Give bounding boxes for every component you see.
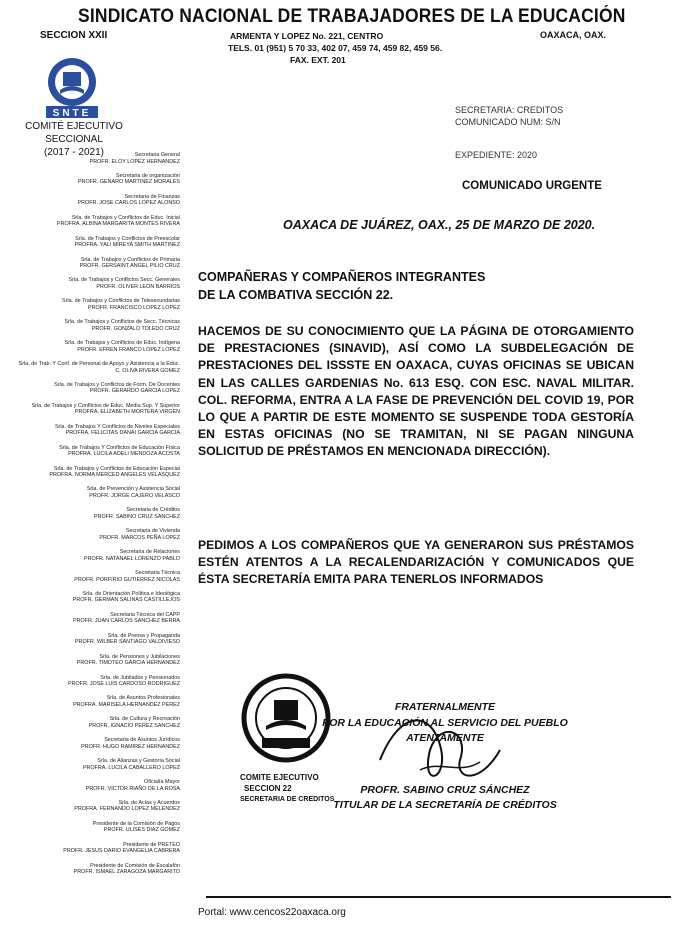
- member-role: Presidente de la Comisión de Pagos: [92, 820, 180, 827]
- stamp-line-3: SECRETARIA DE CREDITOS: [240, 796, 335, 803]
- snte-logo: [36, 54, 108, 120]
- member-name: PROFR. VICTOR RIAÑO DE LA ROSA: [85, 785, 180, 792]
- member-entry: [74, 570, 180, 583]
- address-block: [230, 30, 442, 66]
- fax-line: FAX. EXT. 201: [290, 55, 346, 65]
- member-role: Srla. de Trabajos y Conflictos de Primaria: [80, 256, 180, 263]
- member-role: Secretaria de organización: [115, 172, 180, 179]
- member-name: C. OLIVA RIVERA GOMEZ: [115, 367, 180, 374]
- member-name: PROFR. SABINO CRUZ SANCHEZ: [94, 513, 180, 520]
- member-role: Srla. de Trabajos y Conflictos de Educación Especial: [53, 465, 180, 472]
- member-entry: [65, 340, 180, 353]
- member-entry: [86, 779, 180, 792]
- member-entry: [64, 319, 180, 332]
- member-entry: [73, 612, 180, 625]
- date-line: OAXACA DE JUÁREZ, OAX., 25 DE MARZO DE 2020.: [283, 218, 596, 232]
- member-entry: [81, 737, 180, 750]
- comunicado-line: COMUNICADO NUM: S/N: [455, 117, 561, 127]
- stamp-line-2: SECCION 22: [244, 784, 292, 793]
- member-entry: [63, 842, 180, 855]
- closing-block: [310, 700, 580, 747]
- member-entry: [73, 695, 180, 708]
- address-line: ARMENTA Y LOPEZ No. 221, CENTRO: [230, 31, 384, 41]
- secretaria-line: SECRETARIA: CREDITOS: [455, 105, 564, 115]
- member-name: PROFR. JOSE LUIS CARDOSO RODRIGUEZ: [67, 681, 180, 687]
- member-role: Srla. de Trabajos y Conflictos de Form. De Docentes: [54, 381, 180, 388]
- member-name: PROFR. JORGE CAJERO VELASCO: [89, 492, 180, 499]
- member-role: Srla. de Trabajos y Conflictos de Educ. Inicial: [71, 214, 180, 221]
- member-name: PROFR. GONZALO TOLEDO CRUZ: [91, 325, 180, 332]
- member-entry: [78, 173, 180, 186]
- member-name: PROFR. IGNACIO PEREZ SANCHEZ: [88, 722, 180, 729]
- closing-motto: POR LA EDUCACIÓN AL SERVICIO DEL PUEBLO: [322, 716, 568, 729]
- member-name: PROFR. TIMOTEO GARCIA HERNANDEZ: [76, 660, 180, 667]
- member-entry: [83, 758, 180, 771]
- member-name: PROFR. WILBER SANTIAGO VALDIVIESO: [74, 639, 180, 646]
- member-entry: [68, 675, 180, 688]
- member-entry: [19, 361, 180, 374]
- member-name: PROFRA. ALBINA MARGARITA MONTES RIVERA: [56, 221, 180, 228]
- member-role: Srla. de Asuntos Profesionales: [106, 695, 180, 702]
- member-entry: [99, 528, 180, 541]
- signer-title: TITULAR DE LA SECRETARÍA DE CRÉDITOS: [333, 799, 557, 811]
- member-entry: [74, 863, 180, 876]
- section-label: SECCION XXII: [40, 30, 108, 41]
- member-name: PROFR. JOSE CARLOS LOPEZ ALONSO: [77, 200, 180, 207]
- member-entry: [32, 403, 180, 416]
- member-entry: [57, 215, 180, 228]
- member-role: Srla. de Orientación Política e Ideológica: [82, 590, 180, 597]
- member-name: PROFRA. LUCILA CABALLERO LOPEZ: [82, 764, 180, 771]
- member-role: Srla. de Trabajos y Conflictos de Educ. Media Sup. Y Superior: [31, 402, 180, 409]
- member-name: PROFR. GERSAINT ANGEL PILIO CRUZ: [79, 263, 180, 269]
- member-name: PROFRA. LUCILA ADELI MENDOZA ACOSTA: [68, 451, 180, 458]
- member-name: PROFR. GERMAN SALINAS CASTILLEJOS: [72, 597, 180, 604]
- member-entry: [55, 424, 180, 437]
- member-name: PROFRA. FELICITAS DANAI GARCIA GARCIA: [65, 430, 180, 437]
- stamp-line-1: COMITE EJECUTIVO: [240, 773, 319, 782]
- member-name: PROFRA. ELIZABETH MORTERA VIRGEN: [74, 409, 180, 416]
- member-role: Secretaria de Vivienda: [125, 528, 180, 535]
- member-role: Secretaria Técnica del CAPP: [110, 611, 180, 618]
- member-role: Srla. de Trab. Y Conf. de Personal de Apoyo y Asistencia a la Educ.: [18, 361, 180, 367]
- signer-name: PROFR. SABINO CRUZ SÁNCHEZ: [360, 784, 530, 796]
- member-name: PROFR. MARCOS PEÑA LOPEZ: [99, 534, 180, 541]
- member-entry: [93, 821, 180, 834]
- expediente-line: EXPEDIENTE: 2020: [455, 150, 538, 160]
- salutation-line-2: DE LA COMBATIVA SECCIÓN 22.: [198, 288, 394, 302]
- closing-fraternal: FRATERNALMENTE: [394, 701, 496, 713]
- member-entry: [87, 486, 180, 499]
- member-role: Secretaria Técnica: [135, 570, 180, 576]
- organization-title: SINDICATO NACIONAL DE TRABAJADORES DE LA EDUCACIÓN: [78, 6, 626, 27]
- member-role: Srla. de Jubilados y Pensionados: [100, 674, 180, 681]
- member-role: Secretaria de Créditos: [126, 507, 180, 514]
- member-entry: [94, 507, 180, 520]
- member-entry: [84, 549, 180, 562]
- member-role: Srla. de Trabajos y Conflictos de Educ. Indígena: [64, 340, 180, 347]
- member-entry: [90, 152, 180, 165]
- member-name: PROFR. PORFIRIO GUTIERREZ NICOLAS: [74, 576, 180, 583]
- member-role: Srla. de Prevención y Asistencia Social: [86, 486, 180, 493]
- member-entry: [75, 633, 180, 646]
- member-entry: [62, 298, 180, 311]
- body-paragraph-2: PEDIMOS A LOS COMPAÑEROS QUE YA GENERARON SUS PRÉSTAMOS ESTÉN ATENTOS A LA RECALENDARIZACIÓN Y COMUNICADOS QUE ÉSTA SECRETARÍA EMITA PARA TENERLOS INFORMADOS: [198, 538, 634, 587]
- urgent-heading: COMUNICADO URGENTE: [462, 180, 602, 192]
- member-name: PROFR. ULISES DIAZ GOMEZ: [103, 827, 180, 834]
- salutation: [198, 268, 485, 304]
- member-entry: [78, 194, 180, 207]
- member-name: PROFR. JUAN CARLOS SANCHEZ BERRA: [73, 618, 180, 625]
- member-entry: [54, 382, 180, 395]
- member-role: Presidente de Comisión de Escalafón: [90, 862, 180, 869]
- member-role: Srla. de Trabajos Y Conflictos de Niveles Especiales: [54, 423, 180, 430]
- member-role: Srla. de Trabajos y Conflictos de Telesecundarias: [62, 298, 180, 305]
- member-name: PROFR. GENARO MARTINEZ MORALES: [77, 179, 180, 186]
- member-entry: [73, 591, 180, 604]
- member-name: PROFR. GERARDO GARCIA LOPEZ: [89, 388, 180, 395]
- member-role: Secretaria de Finanzas: [124, 193, 180, 200]
- salutation-line-1: COMPAÑERAS Y COMPAÑEROS INTEGRANTES: [198, 270, 486, 284]
- footer-divider: [206, 896, 671, 898]
- body-paragraph-1: HACEMOS DE SU CONOCIMIENTO QUE LA PÁGINA DE OTORGAMIENTO DE PRESTACIONES (SINAVID), ASÍ COMO LA SUBDELEGACIÓN DE PRESTACIONES DEL ISSSTE EN OAXACA, CUYAS OFICINAS SE UBICAN EN LAS CALLES GARDENIAS No. 613 ESQ. CON ESC. NAVAL MILITAR. COL. REFORMA, ENTRA A LA FASE DE PREVENCIÓN DEL COVID 19, POR LO QUE A PARTIR DE ESTE MOMENTO SE SUSPENDE TODA GESTORÍA EN ESTAS OFICINAS (NO SE TRAMITAN, NI SE PAGAN NINGUNA SOLICITUD DE PRÉSTAMOS EN MENCIONADA DIRECCIÓN).: [198, 324, 634, 459]
- member-role: Srla. de Trabajos y Conflictos Secc. Generales: [68, 277, 180, 284]
- member-role: Presidente de PRETEO: [123, 841, 180, 848]
- member-role: Secretaria de Asuntos Jurídicos: [104, 737, 180, 744]
- member-name: PROFRA. FERNANDO LOPEZ MELENDEZ: [74, 806, 180, 813]
- member-role: Srla. de Trabajos Y Conflictos de Educación Física: [59, 444, 180, 451]
- member-entry: [77, 654, 180, 667]
- member-role: Srla. de Pensiones y Jubilaciones: [99, 653, 180, 660]
- member-entry: [49, 466, 180, 479]
- signer-block: [310, 783, 580, 813]
- member-entry: [69, 277, 180, 290]
- member-role: Srla. de Cultura y Recreación: [109, 716, 180, 723]
- member-role: Secretaria de Relaciones: [119, 549, 180, 556]
- member-role: Srla. de Trabajos y Conflictos de Secc. Técnicas: [64, 319, 180, 326]
- portal-link[interactable]: Portal: www.cencos22oaxaca.org: [198, 907, 346, 918]
- member-name: PROFR. EFREN FRANCO LOPEZ LOPEZ: [77, 346, 180, 353]
- member-role: Oficialía Mayor: [144, 779, 180, 785]
- member-entry: [74, 800, 180, 813]
- phones-line: TELS. 01 (951) 5 70 33, 402 07, 459 74, 459 82, 459 56.: [228, 43, 443, 53]
- member-name: PROFR. JESUS DARIO EVANGELIA CABRERA: [63, 848, 180, 855]
- member-name: PROFRA. NORMA MERCED ANGELES VELASQUEZ: [49, 472, 180, 478]
- member-role: Secretaria General: [134, 152, 180, 158]
- committee-period: (2017 - 2021): [43, 147, 105, 158]
- member-name: PROFRA. YALI MIREYA SMITH MARTINEZ: [74, 242, 180, 249]
- member-role: Srla. de Alianzas y Gestoría Social: [97, 758, 180, 765]
- member-name: PROFRA. MARISELA HERNANDEZ PEREZ: [73, 701, 180, 708]
- member-name: PROFR. OLIVER LEON BARRIOS: [96, 283, 180, 290]
- reference-block: [455, 104, 563, 128]
- member-name: PROFR. FRANCISCO LOPEZ LOPEZ: [88, 304, 180, 311]
- member-role: Srla. de Prensa y Propaganda: [107, 632, 180, 639]
- member-role: Srla. de Trabajos y Conflictos de Preescolar: [75, 235, 180, 242]
- member-name: PROFR. ISMAEL ZARAGOZA MARGARITO: [73, 869, 180, 876]
- committee-name: COMITÉ EJECUTIVO SECCIONAL: [25, 121, 123, 145]
- member-name: PROFR. HUGO RAMIREZ HERNANDEZ: [81, 743, 180, 750]
- member-entry: [80, 257, 180, 270]
- member-entry: [89, 716, 180, 729]
- city-label: OAXACA, OAX.: [540, 30, 607, 40]
- member-name: PROFR. NATANAEL LORENZO PABLO: [84, 555, 180, 562]
- member-entry: [75, 236, 180, 249]
- logo-text: SNTE: [52, 108, 92, 119]
- member-name: PROFR. ELOY LOPEZ HERNANDEZ: [89, 158, 180, 165]
- member-role: Srla. de Actas y Acuerdos: [118, 799, 180, 806]
- closing-attentive: ATENTAMENTE: [406, 732, 484, 744]
- member-entry: [59, 445, 180, 458]
